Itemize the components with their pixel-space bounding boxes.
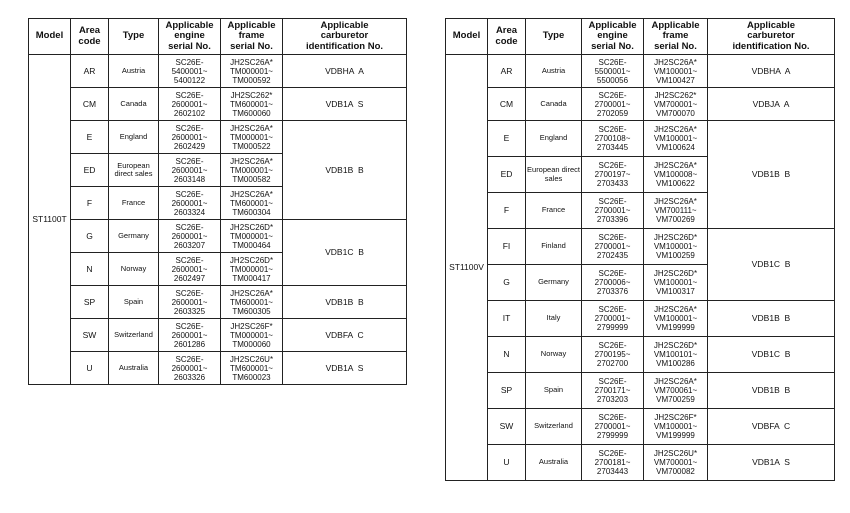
header-model: Model xyxy=(29,19,71,55)
carburetor-id-cell: VDB1B B xyxy=(283,121,407,220)
carburetor-id-cell: VDB1B B xyxy=(708,121,835,229)
area-code-cell: F xyxy=(71,187,109,220)
area-code-cell: G xyxy=(71,220,109,253)
frame-serial-cell: JH2SC26D* TM000001~ TM000417 xyxy=(221,253,283,286)
engine-serial-cell: SC26E- 2700171~ 2703203 xyxy=(582,373,644,409)
area-code-cell: ED xyxy=(71,154,109,187)
carburetor-id-cell: VDB1A S xyxy=(283,88,407,121)
header-frame-serial: Applicable frame serial No. xyxy=(644,19,708,55)
area-code-cell: SW xyxy=(488,409,526,445)
frame-serial-cell: JH2SC262* VM700001~ VM700070 xyxy=(644,88,708,121)
type-cell: Austria xyxy=(526,55,582,88)
area-code-cell: ED xyxy=(488,157,526,193)
area-code-cell: AR xyxy=(488,55,526,88)
header-carburetor-id: Applicable carburetor identification No. xyxy=(283,19,407,55)
engine-serial-cell: SC26E- 2600001~ 2603148 xyxy=(159,154,221,187)
area-code-cell: F xyxy=(488,193,526,229)
type-cell: Austria xyxy=(109,55,159,88)
header-engine-serial: Applicable engine serial No. xyxy=(159,19,221,55)
frame-serial-cell: JH2SC26A* VM100001~ VM199999 xyxy=(644,301,708,337)
carburetor-id-cell: VDBFA C xyxy=(708,409,835,445)
frame-serial-cell: JH2SC26D* VM100101~ VM100286 xyxy=(644,337,708,373)
model-cell: ST1100T xyxy=(29,55,71,385)
area-code-cell: SP xyxy=(71,286,109,319)
engine-serial-cell: SC26E- 2700001~ 2703396 xyxy=(582,193,644,229)
engine-serial-cell: SC26E- 2700001~ 2702435 xyxy=(582,229,644,265)
engine-serial-cell: SC26E- 2700197~ 2703433 xyxy=(582,157,644,193)
frame-serial-cell: JH2SC26A* TM600001~ TM600304 xyxy=(221,187,283,220)
type-cell: Germany xyxy=(109,220,159,253)
area-code-cell: U xyxy=(71,352,109,385)
type-cell: England xyxy=(526,121,582,157)
area-code-cell: IT xyxy=(488,301,526,337)
header-frame-serial: Applicable frame serial No. xyxy=(221,19,283,55)
header-type: Type xyxy=(526,19,582,55)
area-code-cell: N xyxy=(488,337,526,373)
table-st1100t xyxy=(28,18,407,385)
frame-serial-cell: JH2SC26A* VM700111~ VM700269 xyxy=(644,193,708,229)
engine-serial-cell: SC26E- 2600001~ 2602497 xyxy=(159,253,221,286)
area-code-cell: SP xyxy=(488,373,526,409)
carburetor-id-cell: VDBHA A xyxy=(283,55,407,88)
carburetor-id-cell: VDB1C B xyxy=(283,220,407,286)
type-cell: Finland xyxy=(526,229,582,265)
area-code-cell: E xyxy=(71,121,109,154)
area-code-cell: AR xyxy=(71,55,109,88)
engine-serial-cell: SC26E- 2600001~ 2602102 xyxy=(159,88,221,121)
carburetor-id-cell: VDB1A S xyxy=(708,445,835,481)
frame-serial-cell: JH2SC26F* VM100001~ VM199999 xyxy=(644,409,708,445)
type-cell: Australia xyxy=(526,445,582,481)
engine-serial-cell: SC26E- 2700001~ 2799999 xyxy=(582,301,644,337)
carburetor-id-cell: VDB1C B xyxy=(708,229,835,301)
frame-serial-cell: JH2SC26U* TM600001~ TM600023 xyxy=(221,352,283,385)
frame-serial-cell: JH2SC26U* VM700001~ VM700082 xyxy=(644,445,708,481)
carburetor-id-cell: VDBFA C xyxy=(283,319,407,352)
frame-serial-cell: JH2SC26A* TM000001~ TM000592 xyxy=(221,55,283,88)
frame-serial-cell: JH2SC26A* VM100001~ VM100427 xyxy=(644,55,708,88)
type-cell: France xyxy=(109,187,159,220)
area-code-cell: N xyxy=(71,253,109,286)
type-cell: Canada xyxy=(109,88,159,121)
engine-serial-cell: SC26E- 2700001~ 2702059 xyxy=(582,88,644,121)
frame-serial-cell: JH2SC26A* VM100001~ VM100624 xyxy=(644,121,708,157)
frame-serial-cell: JH2SC26A* TM000001~ TM000522 xyxy=(221,121,283,154)
engine-serial-cell: SC26E- 2700006~ 2703376 xyxy=(582,265,644,301)
engine-serial-cell: SC26E- 5400001~ 5400122 xyxy=(159,55,221,88)
type-cell: France xyxy=(526,193,582,229)
carburetor-id-cell: VDBHA A xyxy=(708,55,835,88)
frame-serial-cell: JH2SC26A* VM700061~ VM700259 xyxy=(644,373,708,409)
carburetor-id-cell: VDB1B B xyxy=(708,373,835,409)
carburetor-id-cell: VDB1A S xyxy=(283,352,407,385)
engine-serial-cell: SC26E- 2700195~ 2702700 xyxy=(582,337,644,373)
type-cell: Canada xyxy=(526,88,582,121)
carburetor-id-cell: VDB1B B xyxy=(283,286,407,319)
engine-serial-cell: SC26E- 2600001~ 2602429 xyxy=(159,121,221,154)
frame-serial-cell: JH2SC26A* TM600001~ TM600305 xyxy=(221,286,283,319)
engine-serial-cell: SC26E- 2600001~ 2603207 xyxy=(159,220,221,253)
frame-serial-cell: JH2SC262* TM600001~ TM600060 xyxy=(221,88,283,121)
carburetor-id-cell: VDBJA A xyxy=(708,88,835,121)
frame-serial-cell: JH2SC26D* VM100001~ VM100317 xyxy=(644,265,708,301)
type-cell: Norway xyxy=(109,253,159,286)
area-code-cell: CM xyxy=(71,88,109,121)
type-cell: Spain xyxy=(109,286,159,319)
header-engine-serial: Applicable engine serial No. xyxy=(582,19,644,55)
header-type: Type xyxy=(109,19,159,55)
type-cell: European direct sales xyxy=(526,157,582,193)
frame-serial-cell: JH2SC26F* TM000001~ TM000060 xyxy=(221,319,283,352)
engine-serial-cell: SC26E- 2700001~ 2799999 xyxy=(582,409,644,445)
area-code-cell: E xyxy=(488,121,526,157)
engine-serial-cell: SC26E- 2600001~ 2603325 xyxy=(159,286,221,319)
engine-serial-cell: SC26E- 2600001~ 2603326 xyxy=(159,352,221,385)
type-cell: England xyxy=(109,121,159,154)
header-area-code: Area code xyxy=(488,19,526,55)
type-cell: Norway xyxy=(526,337,582,373)
type-cell: Italy xyxy=(526,301,582,337)
area-code-cell: SW xyxy=(71,319,109,352)
frame-serial-cell: JH2SC26D* VM100001~ VM100259 xyxy=(644,229,708,265)
engine-serial-cell: SC26E- 5500001~ 5500056 xyxy=(582,55,644,88)
engine-serial-cell: SC26E- 2700181~ 2703443 xyxy=(582,445,644,481)
frame-serial-cell: JH2SC26A* TM000001~ TM000582 xyxy=(221,154,283,187)
model-cell: ST1100V xyxy=(446,55,488,481)
header-model: Model xyxy=(446,19,488,55)
carburetor-id-cell: VDB1C B xyxy=(708,337,835,373)
frame-serial-cell: JH2SC26A* VM100008~ VM100622 xyxy=(644,157,708,193)
carburetor-id-cell: VDB1B B xyxy=(708,301,835,337)
table-st1100v xyxy=(445,18,835,481)
engine-serial-cell: SC26E- 2600001~ 2601286 xyxy=(159,319,221,352)
type-cell: European direct sales xyxy=(109,154,159,187)
header-area-code: Area code xyxy=(71,19,109,55)
area-code-cell: FI xyxy=(488,229,526,265)
area-code-cell: G xyxy=(488,265,526,301)
engine-serial-cell: SC26E- 2600001~ 2603324 xyxy=(159,187,221,220)
type-cell: Spain xyxy=(526,373,582,409)
type-cell: Switzerland xyxy=(526,409,582,445)
type-cell: Australia xyxy=(109,352,159,385)
area-code-cell: CM xyxy=(488,88,526,121)
frame-serial-cell: JH2SC26D* TM000001~ TM000464 xyxy=(221,220,283,253)
area-code-cell: U xyxy=(488,445,526,481)
type-cell: Switzerland xyxy=(109,319,159,352)
engine-serial-cell: SC26E- 2700108~ 2703445 xyxy=(582,121,644,157)
header-carburetor-id: Applicable carburetor identification No. xyxy=(708,19,835,55)
type-cell: Germany xyxy=(526,265,582,301)
